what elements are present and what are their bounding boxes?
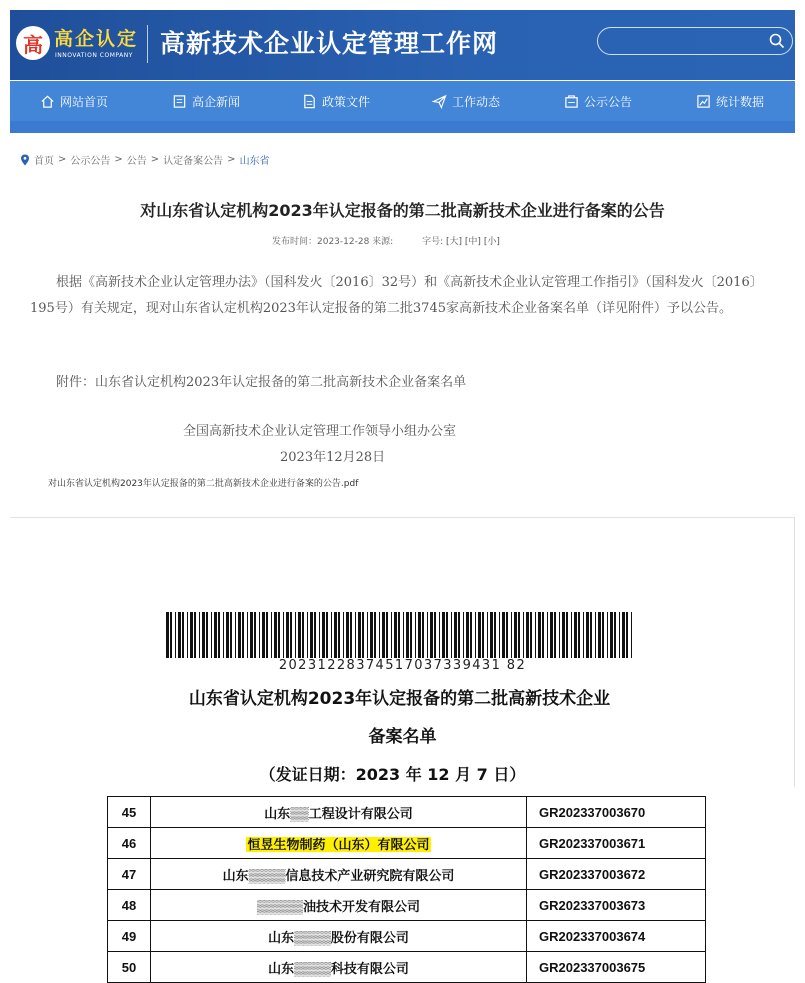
font-size-label: 字号: (422, 237, 444, 247)
document-icon (302, 94, 317, 109)
barcode-bar (415, 612, 416, 658)
barcode-bar (382, 612, 385, 658)
barcode-bar (334, 612, 337, 658)
logo-mark-icon: 高 (16, 26, 50, 60)
attachment-note: 附件：山东省认定机构2023年认定报备的第二批高新技术企业备案名单 (56, 375, 467, 390)
site-title: 高新技术企业认定管理工作网 (160, 29, 499, 58)
barcode-bar (602, 612, 604, 658)
row-number: 48 (108, 890, 151, 921)
barcode-bar (514, 612, 517, 658)
barcode-bar (506, 612, 508, 658)
font-size-large-link[interactable]: [大] (446, 237, 463, 247)
barcode-bar (422, 612, 424, 658)
barcode-bar (418, 612, 421, 658)
document-title: 山东省认定机构2023年认定报备的第二批高新技术企业 (188, 689, 611, 709)
news-icon (172, 94, 187, 109)
barcode-bar (214, 612, 217, 658)
barcode-bar (610, 612, 613, 658)
barcode-bar (223, 612, 224, 658)
barcode-bar (446, 612, 448, 658)
table-row (108, 921, 706, 952)
company-name: 山东▒▒工程设计有限公司 (151, 797, 527, 828)
barcode-bar (259, 612, 260, 658)
breadcrumb-separator: > (114, 154, 123, 165)
barcode-bar (622, 612, 625, 658)
barcode-bar (470, 612, 472, 658)
barcode-bar (242, 612, 244, 658)
barcode-bar (511, 612, 512, 658)
barcode (166, 612, 634, 658)
row-number: 47 (108, 859, 151, 890)
send-icon (432, 94, 447, 109)
barcode-bar (238, 612, 241, 658)
barcode-bar (211, 612, 212, 658)
font-size-medium-link[interactable]: [中] (464, 237, 481, 247)
nav-item-stats[interactable] (696, 81, 764, 121)
barcode-bar (319, 612, 320, 658)
breadcrumb (20, 152, 274, 167)
barcode-bar (250, 612, 253, 658)
barcode-bar (374, 612, 376, 658)
barcode-bar (199, 612, 200, 658)
barcode-bar (338, 612, 340, 658)
barcode-bar (526, 612, 529, 658)
barcode-bar (190, 612, 193, 658)
barcode-bar (379, 612, 380, 658)
header-divider (147, 25, 148, 63)
row-number: 49 (108, 921, 151, 952)
barcode-bar (590, 612, 592, 658)
barcode-bar (482, 612, 484, 658)
barcode-bar (574, 612, 577, 658)
font-size-small-link[interactable]: [小] (483, 237, 500, 247)
barcode-bar (427, 612, 428, 658)
barcode-bar (307, 612, 308, 658)
barcode-bar (266, 612, 268, 658)
barcode-bar (475, 612, 476, 658)
barcode-bar (230, 612, 232, 658)
barcode-bar (598, 612, 601, 658)
publish-info: 发布时间：2023-12-28 来源: (272, 237, 394, 247)
barcode-bar (398, 612, 400, 658)
signature-date: 2023年12月28日 (280, 450, 386, 465)
barcode-bar (367, 612, 368, 658)
company-table (107, 796, 706, 983)
row-number: 50 (108, 952, 151, 983)
barcode-bar (566, 612, 568, 658)
barcode-bar (502, 612, 505, 658)
row-number: 45 (108, 797, 151, 828)
barcode-bar (451, 612, 452, 658)
barcode-bar (530, 612, 532, 658)
row-number: 46 (108, 828, 151, 859)
breadcrumb-current[interactable]: 山东省 (239, 156, 270, 167)
certificate-number: GR202337003675 (527, 952, 706, 983)
barcode-bar (166, 612, 169, 658)
breadcrumb-filing[interactable]: 认定备案公告 (163, 156, 224, 167)
barcode-bar (362, 612, 364, 658)
barcode-bar (322, 612, 325, 658)
company-name: 山东▒▒▒▒科技有限公司 (151, 952, 527, 983)
barcode-bar (175, 612, 176, 658)
barcode-bar (439, 612, 440, 658)
barcode-bar (283, 612, 284, 658)
barcode-bar (458, 612, 460, 658)
nav-item-label: 网站首页 (60, 94, 109, 109)
barcode-bar (434, 612, 436, 658)
article-meta (272, 234, 500, 247)
barcode-number: 20231228374517037339431 82 (278, 658, 527, 673)
section-divider (10, 517, 795, 518)
breadcrumb-separator: > (58, 154, 67, 165)
barcode-bar (538, 612, 541, 658)
barcode-bar (314, 612, 316, 658)
barcode-bar (535, 612, 536, 658)
barcode-bar (487, 612, 488, 658)
nav-item-news[interactable] (172, 81, 240, 121)
notice-icon (564, 94, 579, 109)
nav-item-label: 统计数据 (716, 94, 765, 109)
barcode-bar (499, 612, 500, 658)
barcode-bar (478, 612, 481, 658)
nav-bottom-strip (10, 121, 795, 133)
chart-icon (696, 94, 711, 109)
barcode-bar (358, 612, 361, 658)
company-name: 山东▒▒▒▒股份有限公司 (151, 921, 527, 952)
search-input[interactable] (597, 27, 793, 55)
logo-text: 高企认定 (54, 28, 139, 50)
barcode-bar (454, 612, 457, 658)
location-pin-icon (20, 154, 30, 166)
barcode-bar (350, 612, 352, 658)
barcode-bar (494, 612, 496, 658)
barcode-bar (254, 612, 256, 658)
table-row (108, 797, 706, 828)
highlighted-company-name: 恒昱生物制药（山东）有限公司 (247, 836, 430, 852)
site-header (10, 10, 795, 80)
nav-item-notice[interactable] (564, 81, 632, 121)
table-row (108, 890, 706, 921)
barcode-bar (403, 612, 404, 658)
barcode-bar (542, 612, 544, 658)
barcode-bar (394, 612, 397, 658)
barcode-bar (391, 612, 392, 658)
barcode-bar (178, 612, 181, 658)
barcode-bar (626, 612, 628, 658)
search-icon[interactable] (768, 32, 786, 50)
barcode-bar (442, 612, 445, 658)
signature-org: 全国高新技术企业认定管理工作领导小组办公室 (183, 424, 457, 439)
breadcrumb-announcement[interactable]: 公告 (126, 156, 147, 167)
company-name: ▒▒▒▒▒油技术开发有限公司 (151, 890, 527, 921)
barcode-bar (562, 612, 565, 658)
nav-item-policy[interactable] (302, 81, 370, 121)
nav-item-label: 公示公告 (584, 94, 633, 109)
barcode-bar (430, 612, 433, 658)
barcode-bar (194, 612, 196, 658)
certificate-number: GR202337003672 (527, 859, 706, 890)
barcode-bar (326, 612, 328, 658)
barcode-bar (187, 612, 188, 658)
barcode-bar (571, 612, 572, 658)
company-name: 山东▒▒▒▒信息技术产业研究院有限公司 (151, 859, 527, 890)
barcode-bar (182, 612, 184, 658)
barcode-bar (286, 612, 289, 658)
table-row (108, 859, 706, 890)
home-icon (40, 94, 55, 109)
barcode-bar (586, 612, 589, 658)
barcode-bar (554, 612, 556, 658)
barcode-bar (343, 612, 344, 658)
table-row (108, 828, 706, 859)
barcode-bar (490, 612, 493, 658)
barcode-bar (386, 612, 388, 658)
barcode-bar (406, 612, 409, 658)
barcode-bar (518, 612, 520, 658)
breadcrumb-separator: > (150, 154, 160, 165)
barcode-bar (559, 612, 560, 658)
company-name-cell (151, 828, 527, 859)
barcode-bar (170, 612, 172, 658)
table-row (108, 952, 706, 983)
nav-item-label: 高企新闻 (192, 94, 241, 109)
barcode-bar (218, 612, 220, 658)
barcode-bar (466, 612, 469, 658)
barcode-bar (463, 612, 464, 658)
logo-subtext: INNOVATION COMPANY (55, 52, 133, 59)
article-paragraph: 根据《高新技术企业认定管理办法》（国科发火〔2016〕32号）和《高新技术企业认定管理工作指引》（国科发火〔2016〕195号）有关规定，现对山东省认定机构2023年认定报备的第二批3745家高新技术企业备案名单（详见附件）予以公告。 (30, 275, 763, 316)
barcode-bar (331, 612, 332, 658)
barcode-bar (262, 612, 265, 658)
certificate-number: GR202337003673 (527, 890, 706, 921)
barcode-bar (614, 612, 616, 658)
breadcrumb-notices[interactable]: 公示公告 (70, 156, 111, 167)
barcode-bar (235, 612, 236, 658)
barcode-bar (290, 612, 292, 658)
barcode-bar (298, 612, 301, 658)
nav-item-label: 工作动态 (452, 94, 501, 109)
barcode-bar (370, 612, 373, 658)
nav-item-label: 政策文件 (322, 94, 371, 109)
barcode-bar (607, 612, 608, 658)
barcode-bar (619, 612, 620, 658)
breadcrumb-separator: > (227, 154, 236, 165)
barcode-bar (631, 612, 632, 658)
barcode-bar (547, 612, 548, 658)
barcode-bar (578, 612, 580, 658)
barcode-bar (278, 612, 280, 658)
issue-date: （发证日期：2023 年 12 月 7 日） (259, 765, 526, 784)
nav-item-work[interactable] (432, 81, 500, 121)
barcode-bar (550, 612, 553, 658)
barcode-bar (274, 612, 277, 658)
nav-item-home[interactable] (40, 81, 108, 121)
barcode-bar (410, 612, 412, 658)
certificate-number: GR202337003670 (527, 797, 706, 828)
barcode-bar (523, 612, 524, 658)
barcode-bar (595, 612, 596, 658)
barcode-bar (247, 612, 248, 658)
barcode-bar (583, 612, 584, 658)
barcode-bar (310, 612, 313, 658)
barcode-bar (202, 612, 205, 658)
barcode-bar (302, 612, 304, 658)
barcode-bar (226, 612, 229, 658)
document-subtitle: 备案名单 (368, 727, 437, 747)
pdf-attachment-link[interactable]: 对山东省认定机构2023年认定报备的第二批高新技术企业进行备案的公告.pdf (48, 479, 359, 489)
article-title: 对山东省认定机构2023年认定报备的第二批高新技术企业进行备案的公告 (140, 201, 665, 220)
site-logo[interactable] (16, 22, 142, 68)
barcode-bar (355, 612, 356, 658)
certificate-number: GR202337003674 (527, 921, 706, 952)
breadcrumb-home[interactable]: 首页 (34, 156, 54, 167)
barcode-bar (271, 612, 272, 658)
barcode-bar (346, 612, 349, 658)
certificate-number: GR202337003671 (527, 828, 706, 859)
barcode-bar (295, 612, 296, 658)
barcode-bar (206, 612, 208, 658)
